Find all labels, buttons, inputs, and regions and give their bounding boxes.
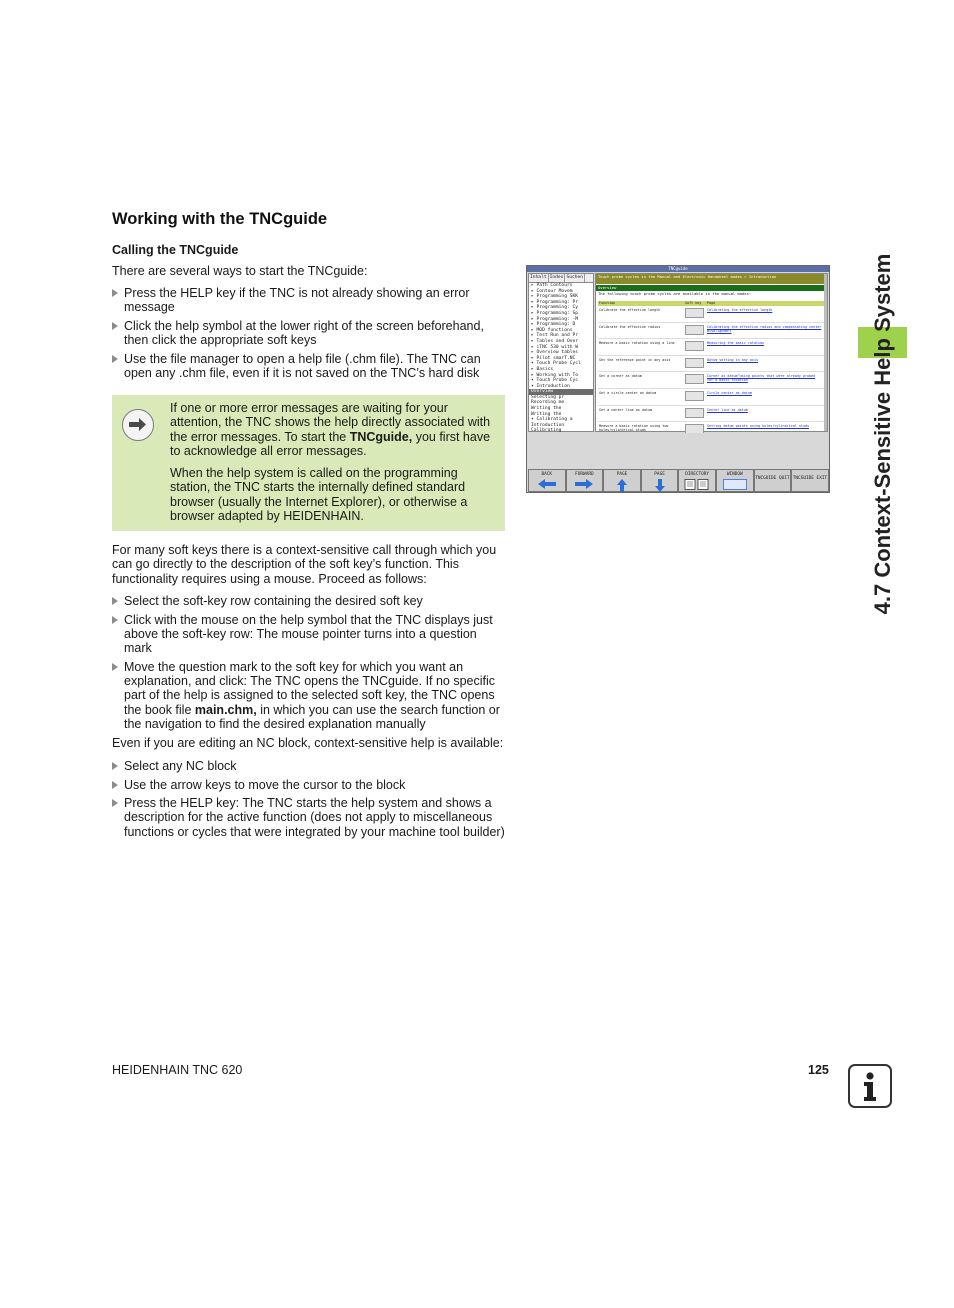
arrow-right-icon (574, 479, 594, 489)
list-item-text: Select any NC block (124, 759, 237, 773)
tree-item[interactable]: ▸ iTNC 530 with W (531, 344, 579, 350)
tree-item[interactable]: ▸ Pilot smarT.NC (531, 355, 576, 361)
softkey-tncguide-exit[interactable] (791, 469, 829, 492)
tree-item[interactable]: ▾ Introduction (531, 383, 570, 389)
softkey-thumbnail-icon (685, 374, 704, 384)
page-link[interactable]: Measuring the basic rotation (707, 341, 765, 346)
note-text-part: If one or more error messages are waiting for your attention, the TNC shows the help directly associated with the error messages. To start the (170, 401, 491, 444)
list-item-text: Click with the mouse on the help symbol that the TNC displays just above the soft-key row: The mouse pointer turns into a question mark (124, 612, 493, 656)
list-item-text: Move the question mark to the soft key for which you want an explanation, and click: The TNC opens the TNCguide. If no specific part of the help is assigned to the selected soft key, the TNC opens the book file (124, 659, 496, 717)
table-row (598, 372, 824, 389)
bullet-triangle-icon (112, 597, 118, 605)
arrow-left-icon (537, 479, 557, 489)
softkey-cell (685, 306, 707, 322)
page-link[interactable]: Setting datum points using holes/cylindrical studs (707, 424, 810, 429)
table-header-cell: Soft key (685, 301, 702, 305)
window-icon (723, 479, 747, 490)
softkey-label: BACK (541, 472, 553, 477)
tree-item[interactable]: Selecting pr (531, 394, 565, 400)
softkey-label: PAGE (654, 472, 665, 477)
table-row (598, 339, 824, 356)
softkey-cell (685, 339, 707, 355)
tab-search[interactable]: Suchen (566, 275, 584, 280)
function-cell: Set a center line as datum (599, 407, 653, 412)
table-header-cell: Page (707, 301, 716, 305)
softkey-cell (685, 406, 707, 422)
tree-item[interactable]: ▸ Programming: -M (531, 316, 579, 322)
tree-item[interactable]: Writing the (531, 406, 562, 412)
list-item-text: Use the file manager to open a help file (.chm file). The TNC can open any .chm file, even if it is not saved on the TNC’s hard disk (124, 351, 481, 381)
start-methods-list (112, 286, 506, 385)
tree-item[interactable]: ▸ Working with To (531, 372, 579, 378)
tab-contents[interactable]: Inhalt (530, 275, 547, 280)
arrow-down-icon (655, 479, 665, 492)
tree-item[interactable]: ▸ Test Run and Pr (531, 333, 579, 339)
tree-item[interactable]: ▸ Basics (531, 366, 554, 372)
softkey-cell (685, 372, 707, 388)
page-link[interactable]: Corner as datum™using points that were already probed for a basic rotation (707, 374, 816, 383)
softkey-cell (685, 323, 707, 339)
list-item (112, 778, 506, 792)
tree-item[interactable]: Writing the (531, 411, 562, 417)
intro-text: There are several ways to start the TNCguide: (112, 264, 368, 278)
bullet-triangle-icon (112, 616, 118, 624)
softkey-label: PAGE (616, 472, 628, 477)
list-item (112, 319, 506, 348)
tree-item[interactable]: Calibrating (531, 428, 562, 434)
arrow-up-icon (617, 479, 627, 492)
table-row (598, 406, 824, 423)
page-number: 125 (808, 1063, 829, 1077)
info-icon (848, 1064, 892, 1108)
note-box (112, 395, 505, 531)
softkey-label: WINDOW (726, 472, 743, 477)
list-item-text: Select the soft-key row containing the desired soft key (124, 594, 423, 608)
tree-item[interactable]: ▸ Programming: Cy (531, 305, 579, 311)
screenshot-navigation-pane (528, 273, 594, 432)
list-item-text: Use the arrow keys to move the cursor to the block (124, 777, 406, 792)
tree-item[interactable]: ▸ Programming SKK (531, 294, 579, 300)
list-item-text: in which you can use the search function or the navigation to find the desired explanation manually (124, 702, 500, 731)
list-item (112, 286, 506, 315)
content-title-bar: Overview (596, 285, 827, 291)
list-item (112, 613, 506, 656)
directory-icon (683, 479, 711, 490)
context-intro-text: For many soft keys there is a context-sensitive call through which you can go directly to the description of the soft key’s function. This functionality requires using a mouse. Proceed as follows: (112, 543, 497, 586)
list-item-text: Click the help symbol at the lower right of the screen beforehand, then click the appropriate soft keys (124, 318, 484, 348)
softkey-directory[interactable] (678, 469, 716, 492)
tree-item[interactable]: Introduction (531, 422, 565, 428)
list-item (112, 660, 506, 731)
list-item-text: Press the HELP key if the TNC is not already showing an error message (124, 286, 470, 315)
screenshot-content-pane (595, 273, 828, 432)
softkey-cell (685, 356, 707, 372)
tree-item[interactable]: ▸ Tables and Over (531, 338, 579, 344)
softkey-thumbnail-icon (685, 391, 704, 401)
tree-item[interactable]: ▾ Touch Probe Cyc (531, 378, 579, 384)
content-intro: The following touch probe cycles are available in the manual modes: (598, 291, 752, 296)
note-bold-term: TNCguide, (349, 429, 413, 444)
list-item-text: Press the HELP key: The TNC starts the help system and shows a description for the active function (does not apply to miscellaneous functions or cycles that were integrated by your machine tool builder) (124, 796, 505, 839)
function-cell: Calibrate the effective radius (599, 324, 661, 329)
list-item (112, 352, 506, 381)
softkey-page-up[interactable] (603, 469, 641, 492)
note-paragraph-1 (170, 401, 498, 458)
table-row (598, 389, 824, 406)
table-row (598, 306, 824, 323)
table-row (598, 356, 824, 373)
page-link[interactable]: Datum setting in any axis (707, 357, 759, 362)
tree-item[interactable]: ▸ Contour Movem (531, 288, 573, 294)
nc-intro-text: Even if you are editing an NC block, context-sensitive help is available: (112, 736, 504, 750)
softkey-tncguide-quit[interactable] (754, 469, 792, 492)
softkey-thumbnail-icon (685, 358, 704, 368)
softkey-forward[interactable] (566, 469, 604, 492)
function-cell: Measure a basic rotation using a line (599, 341, 675, 346)
softkey-label: DIRECTORY (685, 472, 710, 477)
tree-item[interactable]: ▸ Programming: Sp (531, 310, 579, 316)
screenshot-nav-tabs (529, 274, 593, 283)
page-link[interactable]: Center line as datum (707, 407, 748, 412)
function-cell: Calibrate the effective length (599, 308, 661, 312)
bold-term: main.chm, (194, 702, 257, 717)
screenshot-blank-area (528, 433, 829, 468)
page-link[interactable]: Calibrating the effective length (707, 308, 773, 312)
function-cell: Measure a basic rotation using two holes/cylindrical studs (599, 424, 669, 433)
tree-item[interactable]: ▾ Touch Probe Cycl (531, 361, 581, 367)
screenshot-titlebar: TNCguide (527, 266, 829, 272)
tree-item[interactable]: ▾ Calibrating a (531, 417, 573, 423)
chapter-title-text: 4.7 Context-Sensitive Help System (870, 253, 895, 615)
tree-item[interactable]: ▸ Programming: D (531, 322, 576, 328)
tab-index[interactable]: Index (549, 275, 564, 280)
softkey-cell (685, 389, 707, 405)
function-cell: Set a circle center as datum (599, 390, 657, 395)
softkey-back[interactable] (528, 469, 566, 492)
context-steps-list (112, 594, 506, 736)
bullet-triangle-icon (112, 355, 118, 363)
tree-item[interactable]: ▸ Programming: Pr (531, 299, 579, 305)
bullet-triangle-icon (112, 799, 118, 807)
tree-item[interactable]: Overview (529, 389, 593, 395)
note-paragraph-2: When the help system is called on the programming station, the TNC starts the internally defined standard browser (usually the Internet Explorer), or otherwise a browser adapted by HEIDENHAIN. (170, 466, 468, 524)
note-text (170, 401, 498, 531)
softkey-thumbnail-icon (685, 325, 704, 335)
chapter-title (868, 214, 898, 654)
nc-steps-list (112, 759, 506, 843)
softkey-thumbnail-icon (685, 408, 704, 418)
page-link[interactable]: Circle center as datum (707, 390, 752, 395)
tree-item[interactable]: ▸ MOD functions (531, 327, 573, 333)
list-item (112, 759, 506, 773)
list-item (112, 594, 506, 608)
softkey-row (528, 469, 829, 492)
footer-product: HEIDENHAIN TNC 620 (112, 1063, 243, 1077)
arrow-right-icon (122, 409, 154, 441)
softkey-thumbnail-icon (685, 308, 704, 318)
table-row (598, 323, 824, 340)
page-link[interactable]: Calibrating the effective radius and compensating center misalignment (707, 324, 822, 333)
softkey-label: FORWARD (575, 472, 594, 477)
list-item (112, 796, 506, 839)
bullet-triangle-icon (112, 781, 118, 789)
content-scrollbar[interactable] (824, 274, 827, 431)
bullet-triangle-icon (112, 663, 118, 671)
softkey-label: TNCGUIDE EXIT (792, 476, 828, 481)
tree-item[interactable]: ▸ Path Contours (531, 283, 573, 288)
softkey-page-down[interactable] (641, 469, 679, 492)
tree-item[interactable]: ▸ Overview tables (531, 350, 579, 356)
bullet-triangle-icon (112, 289, 118, 297)
subsection-heading: Calling the TNCguide (112, 243, 239, 257)
note-text-part: you first have to acknowledge all error messages. (170, 429, 491, 458)
section-heading: Working with the TNCguide (112, 210, 328, 228)
softkey-label: TNCGUIDE QUIT (755, 476, 790, 481)
function-cell: Set the reference point in any axis (599, 357, 671, 362)
tree-item[interactable]: Recording me (531, 400, 565, 406)
bullet-triangle-icon (112, 762, 118, 770)
function-cell: Set a corner as datum (599, 374, 642, 379)
softkey-thumbnail-icon (685, 341, 704, 351)
bullet-triangle-icon (112, 322, 118, 330)
table-header-cell: Function (599, 301, 616, 305)
tncguide-screenshot (526, 265, 830, 493)
content-header: Touch probe cycles in the Manual and Electronic Handwheel modes > Introduction (596, 274, 827, 284)
softkey-window[interactable] (716, 469, 754, 492)
